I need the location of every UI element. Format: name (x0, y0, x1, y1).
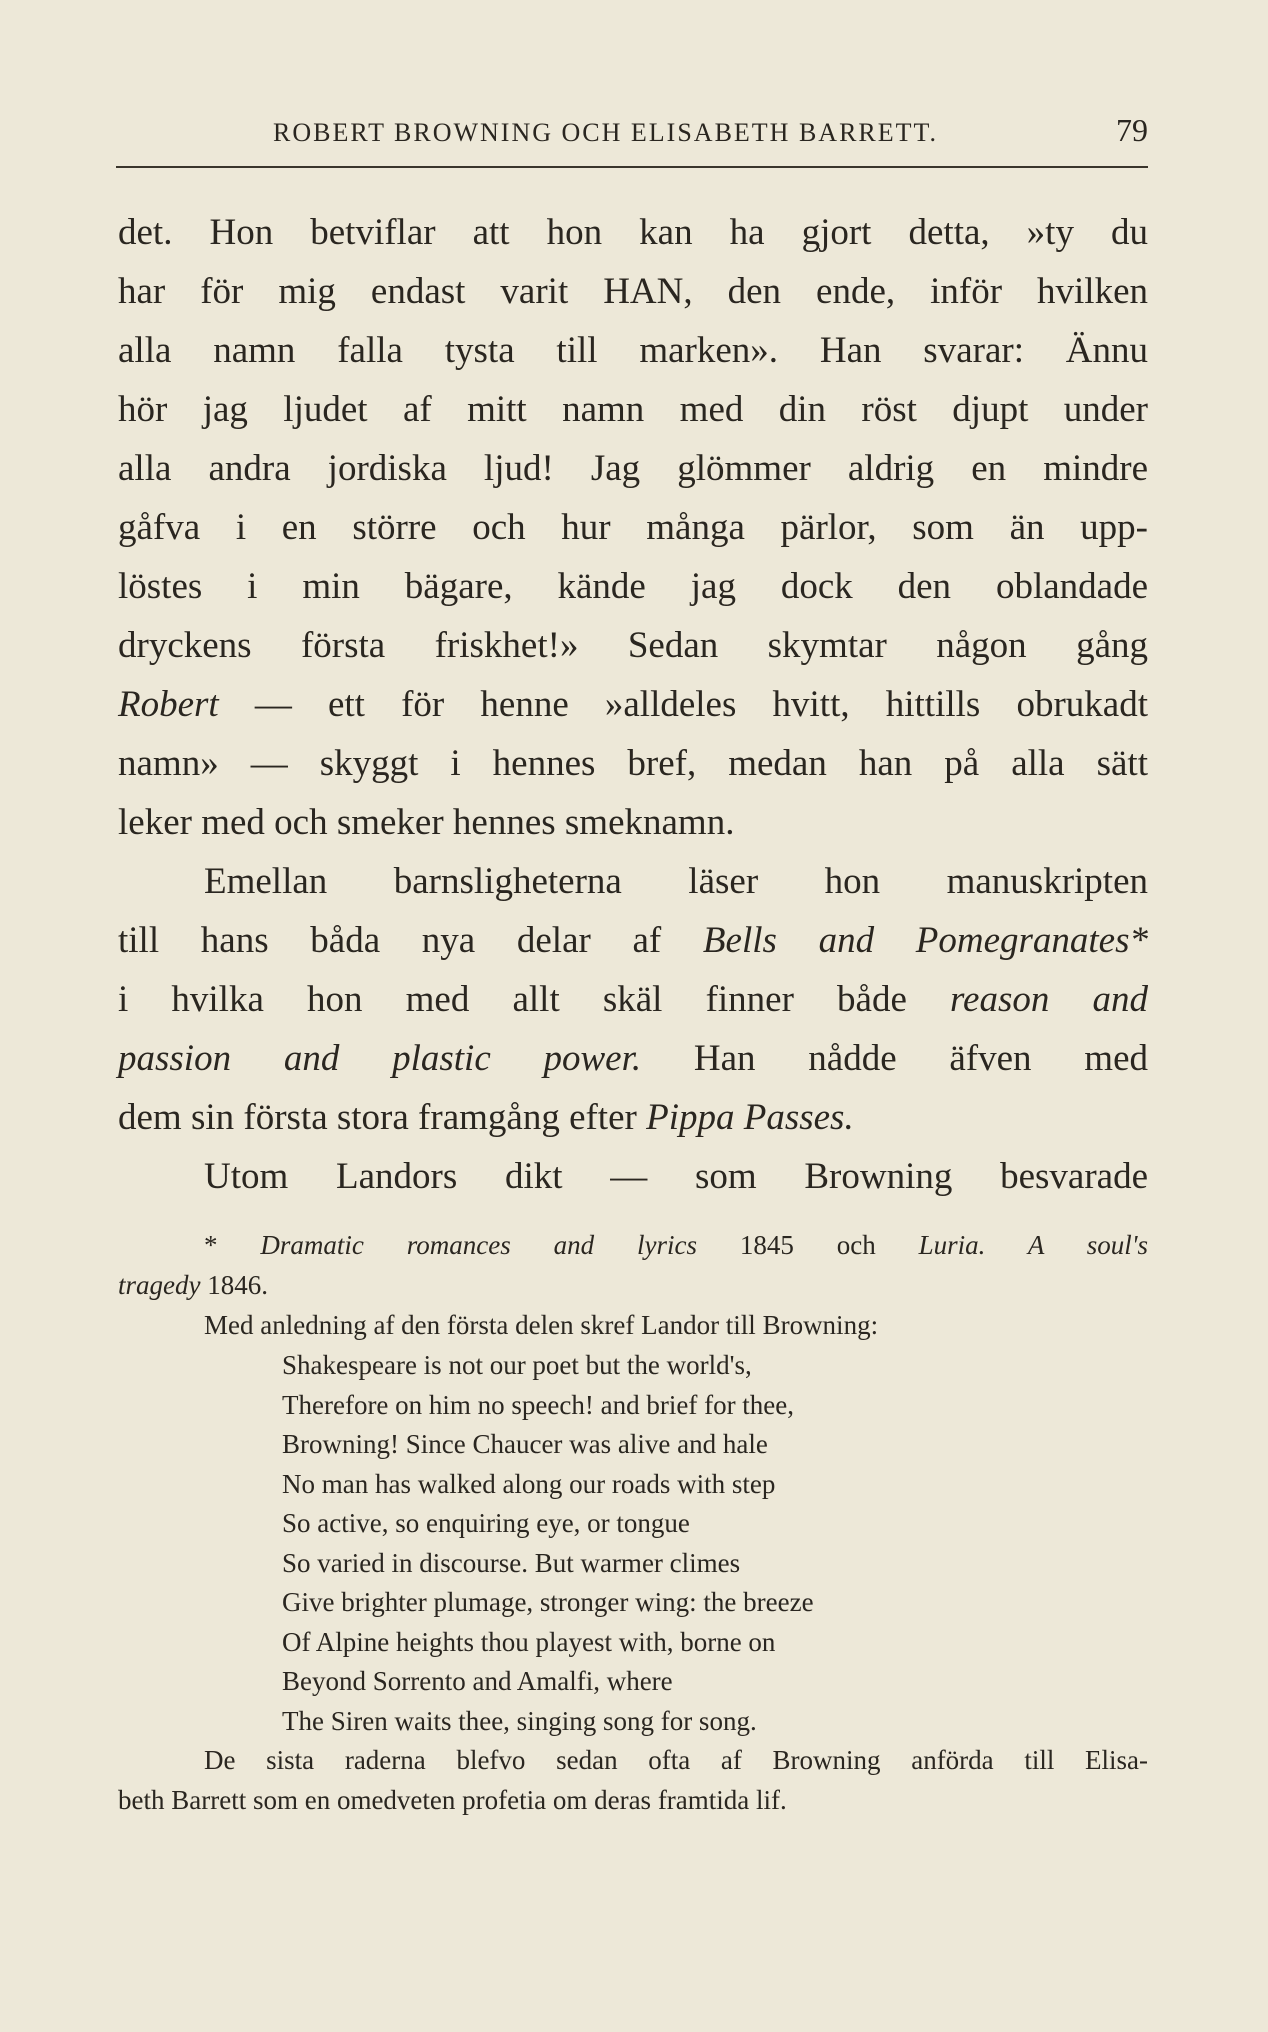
text-line (118, 970, 1148, 1029)
footnote-italic: Luria. A soul's (918, 1230, 1149, 1260)
poem-line: So active, so enquiring eye, or tongue (282, 1508, 690, 1538)
text-line: Utom Landors dikt — som Browning besvarade (204, 1156, 1148, 1197)
line13-start: till hans båda nya delar af (118, 920, 662, 961)
text-line: hör jag ljudet af mitt namn med din röst djupt under (118, 389, 1148, 430)
poem-line: Give brighter plumage, stronger wing: the breeze (282, 1587, 814, 1617)
footnote-line (118, 1265, 1148, 1305)
footnotes (118, 1225, 1148, 1820)
text-line: leker med och smeker hennes smeknamn. (118, 802, 735, 843)
text-line: löstes i min bägare, kände jag dock den oblandade (118, 566, 1148, 607)
line15-rest: Han nådde äfven med (693, 1038, 1148, 1079)
text-line (118, 675, 1148, 734)
text-line: gåfva i en större och hur många pärlor, som än upp- (118, 507, 1148, 548)
main-text (118, 203, 1148, 1206)
poem-line: Browning! Since Chaucer was alive and hale (282, 1429, 768, 1459)
italic-reason-and: reason and (950, 979, 1148, 1020)
landor-poem (118, 1345, 1148, 1740)
italic-robert: Robert (118, 684, 219, 725)
text-line: alla andra jordiska ljud! Jag glömmer aldrig en mindre (118, 448, 1148, 489)
poem-line: Of Alpine heights thou playest with, borne on (282, 1626, 776, 1657)
poem-line: Therefore on him no speech! and brief for thee, (282, 1389, 795, 1420)
footnote-closing: De sista raderna blefvo sedan ofta af Browning anförda till Elisa- (204, 1745, 1148, 1775)
text-line (118, 1029, 1148, 1088)
text-line: Emellan barnsligheterna läser hon manuskripten (204, 861, 1148, 902)
text-line (118, 911, 1148, 970)
poem-line: So varied in discourse. But warmer climes (282, 1547, 741, 1578)
italic-bells-and-pomegranates: Bells and Pomegranates* (702, 920, 1148, 961)
line14-start: i hvilka hon med allt skäl finner både (118, 979, 907, 1020)
footnote-closing: beth Barrett som en omedveten profetia om deras framtida lif. (118, 1785, 787, 1815)
text-line: alla namn falla tysta till marken». Han svarar: Ännu (118, 330, 1148, 371)
page-number: 79 (1116, 112, 1148, 148)
footnote-intro: Med anledning af den första delen skref Landor till Browning: (204, 1310, 879, 1340)
footnote-plain: 1846. (207, 1270, 268, 1300)
running-title: ROBERT BROWNING OCH ELISABETH BARRETT. (273, 118, 938, 147)
text-line: namn» — skyggt i hennes bref, medan han på alla sätt (118, 743, 1148, 784)
footnote-plain: 1845 och (739, 1230, 876, 1260)
page-header (118, 112, 1148, 149)
footnote-line (118, 1225, 1148, 1265)
poem-line: Beyond Sorrento and Amalfi, where (282, 1666, 673, 1696)
text-line (118, 1088, 1148, 1147)
poem-line: The Siren waits thee, singing song for song. (282, 1705, 757, 1736)
line16-start: dem sin första stora framgång efter (118, 1097, 637, 1138)
text-line: har för mig endast varit HAN, den ende, inför hvilken (118, 271, 1148, 312)
text-line: dryckens första friskhet!» Sedan skymtar någon gång (118, 625, 1148, 666)
italic-pippa-passes: Pippa Passes. (646, 1097, 854, 1138)
line9-rest: — ett för henne »alldeles hvitt, hittills obrukadt (254, 684, 1148, 725)
header-rule (116, 166, 1148, 168)
footnote-italic: tragedy (118, 1270, 201, 1300)
footnote-italic: Dramatic romances and lyrics (260, 1230, 697, 1260)
poem-line: No man has walked along our roads with step (282, 1468, 776, 1499)
italic-passion-plastic-power: passion and plastic power. (118, 1038, 642, 1079)
poem-line: Shakespeare is not our poet but the world's, (282, 1350, 752, 1380)
footnote-star: * (204, 1230, 218, 1260)
text-line: det. Hon betviflar att hon kan ha gjort detta, »ty du (118, 212, 1148, 253)
